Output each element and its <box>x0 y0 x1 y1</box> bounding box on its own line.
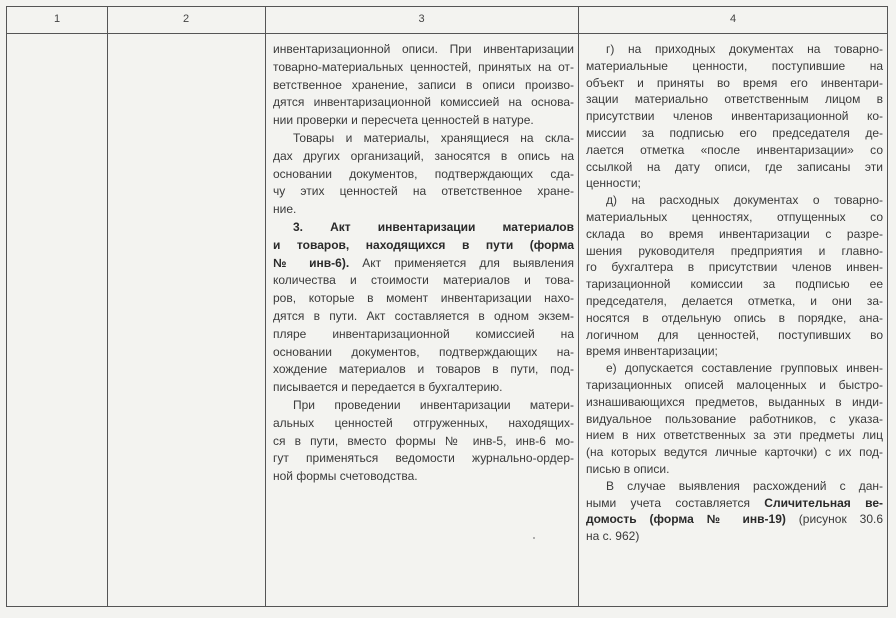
text: таризационной комиссии за подписью ее <box>586 277 883 292</box>
text-line <box>273 59 574 77</box>
text-line <box>273 166 574 184</box>
text: го бухгалтера в присутствии членов инвен- <box>586 260 883 275</box>
bold-text: Сличительная ве- <box>764 495 883 510</box>
text: ся в пути, вместо формы № инв-5, инв-6 мо- <box>273 433 574 448</box>
text-line <box>273 130 574 148</box>
text-line <box>273 201 574 219</box>
paragraph <box>586 360 883 478</box>
text: шения руководителя предприятия и главно- <box>586 243 883 258</box>
text: е) допускается составление групповых инвен- <box>606 361 883 376</box>
text: В случае выявления расхождений с дан- <box>606 478 883 493</box>
text: материальные ценности, поступившие на <box>586 58 883 73</box>
text: хождение материалов и товаров в пути, под- <box>273 362 574 377</box>
paragraph <box>586 41 883 192</box>
column-header-4: 4 <box>729 13 737 25</box>
text: писывается и передается в бухгалтерию. <box>273 380 503 395</box>
text: логичном для ценностей, поступивших во <box>586 327 883 342</box>
text: ние. <box>273 202 297 217</box>
text: председателя, делается отметка, и они за- <box>586 293 883 308</box>
text-line <box>586 427 883 444</box>
text-line <box>273 112 574 130</box>
column-divider <box>265 7 266 606</box>
text: основании документов, подтверждающих на- <box>273 344 574 359</box>
text: инвентаризационной описи. При инвентаризации <box>273 42 574 56</box>
text: объект и приняты во время его инвентари- <box>586 75 883 90</box>
text: количества и стоимости материалов и това- <box>273 273 574 288</box>
column-4-text <box>586 41 883 545</box>
text-line <box>273 77 574 95</box>
paragraph <box>273 397 574 486</box>
text: носятся в отдельную опись в порядке, ана- <box>586 310 883 325</box>
text: альных ценностей отгруженных, находящих- <box>273 415 574 430</box>
text: дятся инвентаризационной комиссией на основа- <box>273 95 574 110</box>
text-line <box>586 394 883 411</box>
text-line <box>586 75 883 92</box>
text-line <box>586 461 883 478</box>
text-line <box>273 41 574 59</box>
text-line <box>586 528 883 545</box>
text: При проведении инвентаризации матери- <box>293 397 574 412</box>
column-header-2: 2 <box>182 13 190 25</box>
text: ссылкой на дату описи, где записаны эти <box>586 159 883 174</box>
text-line <box>273 468 574 486</box>
column-divider <box>107 7 108 606</box>
text-line <box>273 415 574 433</box>
text: (рисунок 30.6 <box>785 512 883 527</box>
text: миссии за подписью его председателя де- <box>586 125 883 140</box>
paragraph <box>586 192 883 360</box>
text: дятся в пути. Акт составляется в одном экзем- <box>273 308 574 323</box>
text: материальных ценностях, отпущенных со <box>586 209 883 224</box>
text-line <box>273 344 574 362</box>
text-line <box>273 148 574 166</box>
text: г) на приходных документах на товарно- <box>606 42 883 56</box>
text-line <box>586 226 883 243</box>
text-line <box>273 255 574 273</box>
text: ветственное хранение, записи в описи произво- <box>273 77 574 92</box>
text-line <box>586 175 883 192</box>
text-line <box>273 326 574 344</box>
document-table <box>6 6 888 607</box>
text-line <box>586 327 883 344</box>
text-line <box>273 361 574 379</box>
text-line <box>586 343 883 360</box>
text: ными учета составляется <box>586 495 765 510</box>
text: лается отметка «после инвентаризации» со <box>586 142 883 157</box>
text: ценности; <box>586 176 641 191</box>
column-header-3: 3 <box>418 13 425 25</box>
text-line <box>586 259 883 276</box>
text: д) на расходных документах о товарно- <box>606 193 883 208</box>
text-line <box>273 379 574 397</box>
text: товарно-материальных ценностей, принятых на от- <box>273 59 574 74</box>
text-line <box>273 272 574 290</box>
column-divider <box>578 7 579 606</box>
text-line <box>586 159 883 176</box>
text-line <box>273 94 574 112</box>
text-line <box>586 192 883 209</box>
column-3-text <box>273 41 574 486</box>
text: нием в них ответственных за эти предметы лиц <box>586 428 883 443</box>
text-line <box>586 209 883 226</box>
paragraph <box>273 130 574 219</box>
text-line <box>586 125 883 142</box>
header-divider <box>7 33 887 34</box>
scan-speck <box>533 537 535 539</box>
text: гут применяться ведомости журнально-ордер- <box>273 451 574 466</box>
bold-text: № инв-6). <box>273 255 350 270</box>
bold-text: домость (форма № инв-19) <box>586 512 786 527</box>
text: на с. 962) <box>586 529 640 544</box>
text-line <box>586 142 883 159</box>
text-line <box>586 360 883 377</box>
text-line <box>273 433 574 451</box>
text: писью в описи. <box>586 461 670 476</box>
text: время инвентаризации; <box>586 344 718 359</box>
text: видуальное пользование работников, с указа- <box>586 411 883 426</box>
text-line <box>586 411 883 428</box>
text-line <box>586 41 883 58</box>
paragraph <box>273 41 574 130</box>
text-line <box>273 219 574 237</box>
text-line <box>586 511 883 528</box>
text: пляре инвентаризационной комиссией на <box>273 326 574 341</box>
column-header-1: 1 <box>53 13 61 25</box>
text: ров, которые в момент инвентаризации нахо- <box>273 291 574 306</box>
text-line <box>586 276 883 293</box>
bold-text: и товаров, находящихся в пути (форма <box>273 237 574 252</box>
text-line <box>586 377 883 394</box>
text-line <box>273 237 574 255</box>
text: таризационных описей малоценных и быстро- <box>586 377 883 392</box>
text: (на которых ведутся личные карточки) с их под- <box>586 445 883 460</box>
text-line <box>273 308 574 326</box>
text: изнашивающихся предметов, выданных в инди- <box>586 394 883 409</box>
text-line <box>586 58 883 75</box>
text: ной формы счетоводства. <box>273 469 418 484</box>
text-line <box>586 310 883 327</box>
text-line <box>273 397 574 415</box>
text: дах других организаций, заносятся в опись на <box>273 148 574 163</box>
text-line <box>273 450 574 468</box>
paragraph <box>586 478 883 545</box>
text: Акт применяется для выявления <box>349 255 574 270</box>
text: присутствии членов инвентаризационной ко- <box>586 109 883 124</box>
text: зации материально ответственным лицом в <box>586 92 883 107</box>
text-line <box>586 91 883 108</box>
text-line <box>586 293 883 310</box>
text: нии проверки и пересчета ценностей в натуре. <box>273 113 534 128</box>
paragraph <box>273 219 574 397</box>
text-line <box>586 108 883 125</box>
text-line <box>586 478 883 495</box>
text-line <box>586 243 883 260</box>
text: чу этих ценностей на ответственное хране- <box>273 184 574 199</box>
text-line <box>586 444 883 461</box>
text-line <box>273 290 574 308</box>
text-line <box>586 495 883 512</box>
bold-text: 3. Акт инвентаризации материалов <box>293 219 574 234</box>
text: основании документов, подтверждающих сда- <box>273 166 574 181</box>
text: Товары и материалы, хранящиеся на скла- <box>293 130 574 145</box>
text: склада во время инвентаризации с разре- <box>586 226 883 241</box>
text-line <box>273 183 574 201</box>
